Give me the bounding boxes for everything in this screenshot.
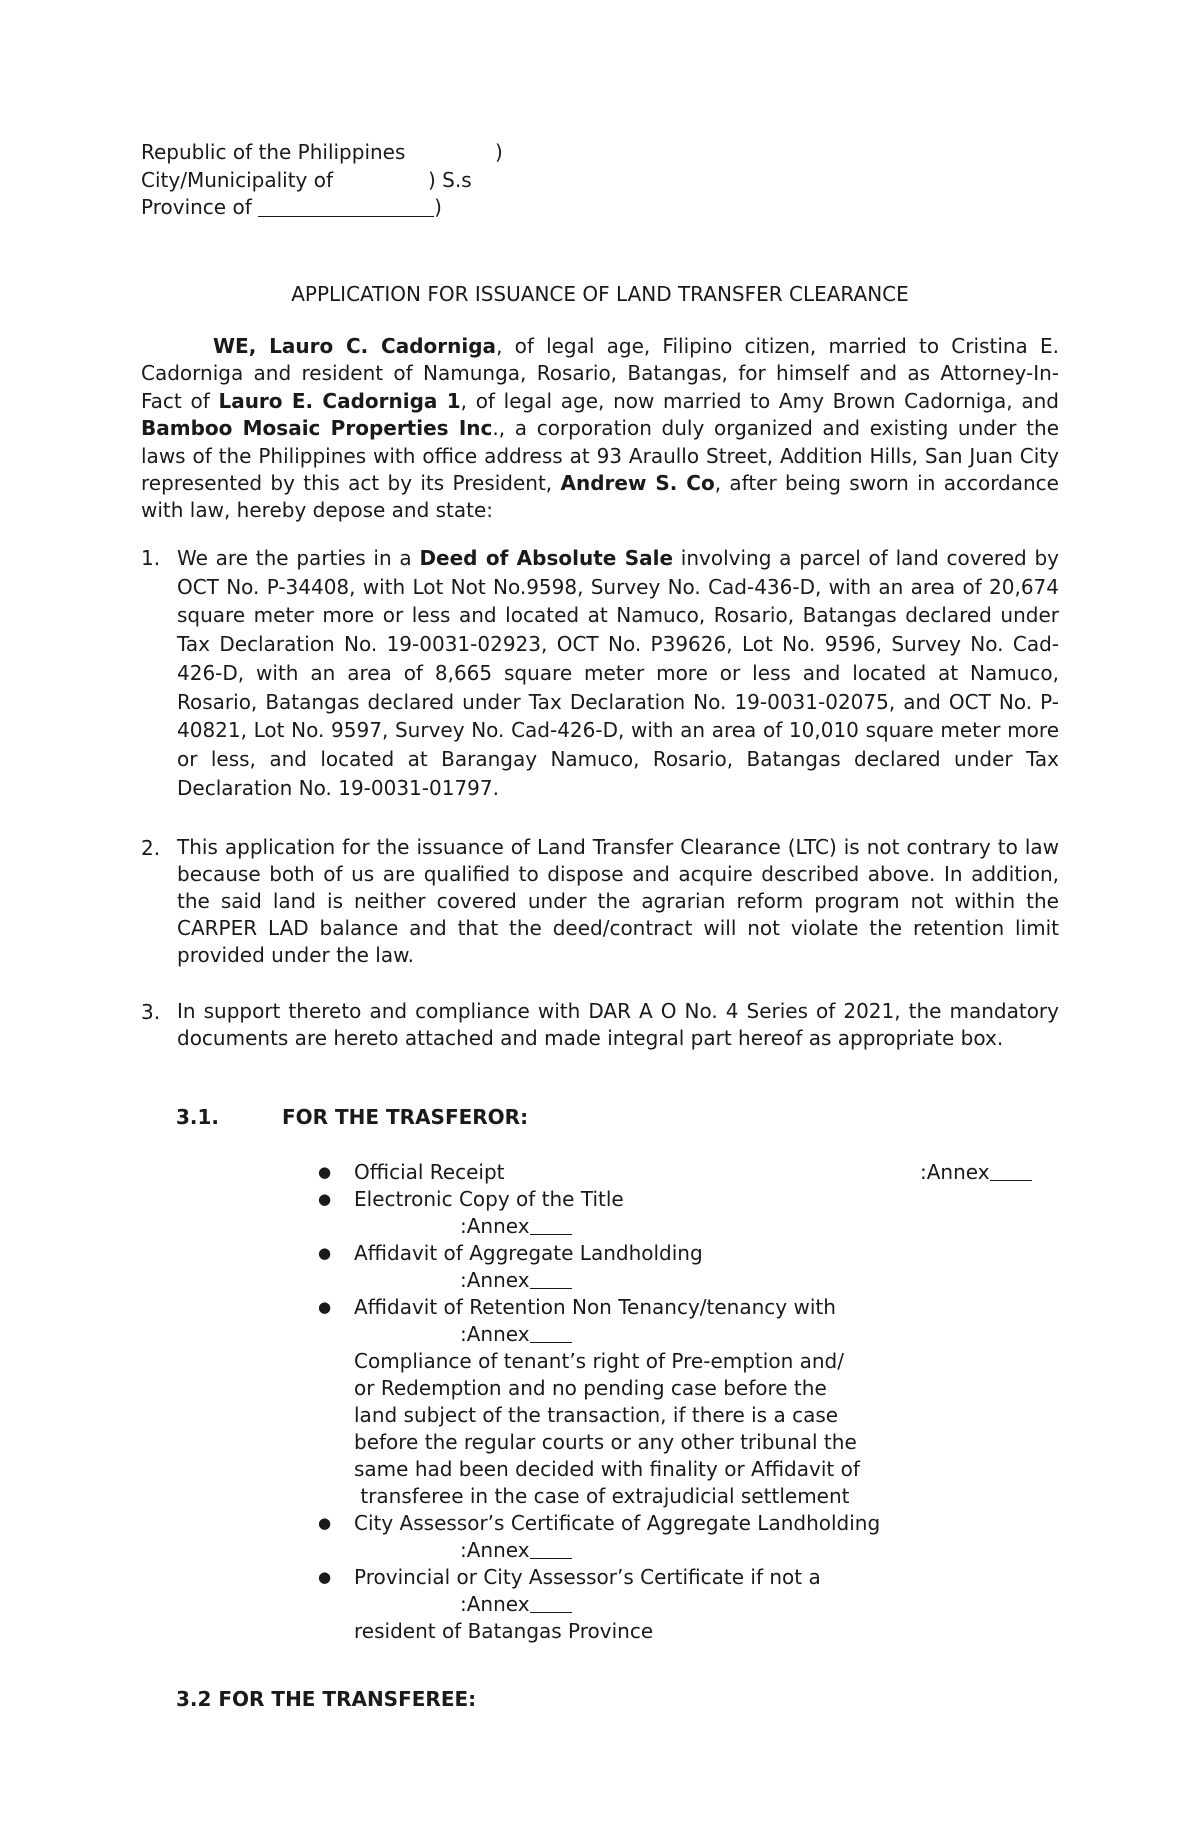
list-item-text: Affidavit of Retention Non Tenancy/tenancy with [354,1295,836,1319]
bullet-icon: ● [318,1190,332,1208]
list-item-text: City Assessor’s Certificate of Aggregate Landholding [354,1511,881,1535]
list-item-detail: same had been decided with finality or Affidavit of [354,1457,860,1481]
annex-field [920,1159,1032,1186]
list-item [318,1186,1058,1240]
annex-label: :Annex [460,1538,530,1562]
item-number: 2. [141,836,161,860]
intro-text: ., a corporation duly organized and existing under the laws of the Philippines with office address at 93 Araullo Street, Addition Hills, San Juan City represented by this act by its President, [141,416,1059,496]
list-item-detail: land subject of the transaction, if there is a case [354,1403,839,1427]
party-name: WE, Lauro C. Cadorniga [213,334,497,358]
party-name: Andrew S. Co [560,471,715,496]
annex-field [354,1537,1058,1564]
annex-field [354,1267,1058,1294]
bullet-icon: ● [318,1568,332,1586]
venue-line-city [141,167,641,195]
list-item [318,1159,1058,1186]
section-3-1-heading [176,1104,529,1131]
annex-blank [530,1216,572,1235]
section-number: 3.1. [176,1105,220,1129]
item-text-part: We are the parties in a [177,546,420,570]
bullet-icon: ● [318,1163,332,1181]
intro-text: , after being sworn in accordance with law, hereby depose and state: [141,471,1059,523]
bullet-icon: ● [318,1298,332,1316]
list-item [318,1294,1058,1510]
numbered-item-3 [141,998,1059,1052]
list-item-detail: before the regular courts or any other tribunal the [354,1430,857,1454]
numbered-item-1 [141,544,1059,802]
list-item-text: Provincial or City Assessor’s Certificate if not a [354,1565,821,1589]
annex-field [354,1321,1058,1348]
list-item [318,1564,1058,1645]
venue-paren: ) [495,140,503,164]
province-blank-line [258,196,434,217]
intro-text: , of legal age, now married to Amy Brown Cadorniga, and [460,388,1059,413]
intro-paragraph [141,333,1059,525]
item-text: In support thereto and compliance with DAR A O No. 4 Series of 2021, the mandatory documents are hereto attached and made integral part hereof as appropriate box. [177,999,1059,1050]
list-item-detail: or Redemption and no pending case before the [354,1376,827,1400]
annex-label: :Annex [460,1214,530,1238]
annex-blank [530,1540,572,1559]
list-item [318,1240,1058,1294]
annex-label: :Annex [460,1592,530,1616]
item-text [177,544,1059,802]
annex-blank [530,1324,572,1343]
item-number: 3. [141,1000,161,1024]
venue-block [141,139,641,222]
annex-blank [530,1594,572,1613]
section-label: FOR THE TRASFEROR: [282,1105,529,1129]
list-item-detail: transferee in the case of extrajudicial settlement [354,1484,850,1508]
annex-label: :Annex [920,1160,990,1184]
item-number: 1. [141,546,161,570]
item-text: This application for the issuance of Land Transfer Clearance (LTC) is not contrary to law because both of us are qualified to dispose and acquire described above. In addition, the said land is neither covered under the agrarian reform program not within the CARPER LAD balance and that the deed/contract will not violate the retention limit provided under the law. [177,835,1059,967]
venue-line-republic [141,139,641,167]
venue-republic-text: Republic of the Philippines [141,140,406,164]
deed-title: Deed of Absolute Sale [419,546,674,570]
list-item-detail: Compliance of tenant’s right of Pre-emption and/ [354,1349,844,1373]
annex-field [354,1591,1058,1618]
intro-text: , of legal age, Filipino citizen, married to Cristina E. Cadorniga and resident of Namunga, Rosario, Batangas, for himself and as Attorney-In- Fact of [141,334,1059,413]
annex-blank [530,1270,572,1289]
venue-ss: ) S.s [428,167,472,192]
annex-label: :Annex [460,1322,530,1346]
transferor-document-list [318,1159,1058,1645]
bullet-icon: ● [318,1514,332,1532]
list-item-detail: resident of Batangas Province [354,1619,654,1643]
venue-province-text: Province of [141,195,252,219]
venue-paren: ) [434,195,442,219]
section-3-2-heading: 3.2 FOR THE TRANSFEREE: [176,1687,477,1711]
document-title: APPLICATION FOR ISSUANCE OF LAND TRANSFER CLEARANCE [291,282,909,306]
item-text-part: involving a parcel of land covered by OCT No. P-34408, with Lot Not No.9598, Survey No. Cad-436-D, with an area of 20,674 square meter more or less and located at Namuco, Rosario, Batangas declared under Tax Declaration No. 19-0031-02923, OCT No. P39626, Lot No. 9596, Survey No. Cad-426-D, with an area of 8,665 square meter more or less and located at Namuco, Rosario, Batangas declared under Tax Declaration No. 19-0031-02075, and OCT No. P-40821, Lot No. 9597, Survey No. Cad-426-D, with an area of 10,010 square meter more or less, and located at Barangay Namuco, Rosario, Batangas declared under Tax Declaration No. 19-0031-01797. [177,546,1059,800]
numbered-item-2 [141,834,1059,969]
list-item-text: Electronic Copy of the Title [354,1187,624,1211]
annex-field [354,1213,1058,1240]
list-item [318,1510,1058,1564]
venue-city-text: City/Municipality of [141,167,334,192]
list-item-text: Official Receipt [354,1160,505,1184]
annex-blank [990,1162,1032,1181]
party-name: Lauro E. Cadorniga 1 [218,388,461,413]
list-item-text: Affidavit of Aggregate Landholding [354,1241,703,1265]
bullet-icon: ● [318,1244,332,1262]
annex-label: :Annex [460,1268,530,1292]
venue-line-province [141,194,641,222]
party-name: Bamboo Mosaic Properties Inc [141,416,493,441]
